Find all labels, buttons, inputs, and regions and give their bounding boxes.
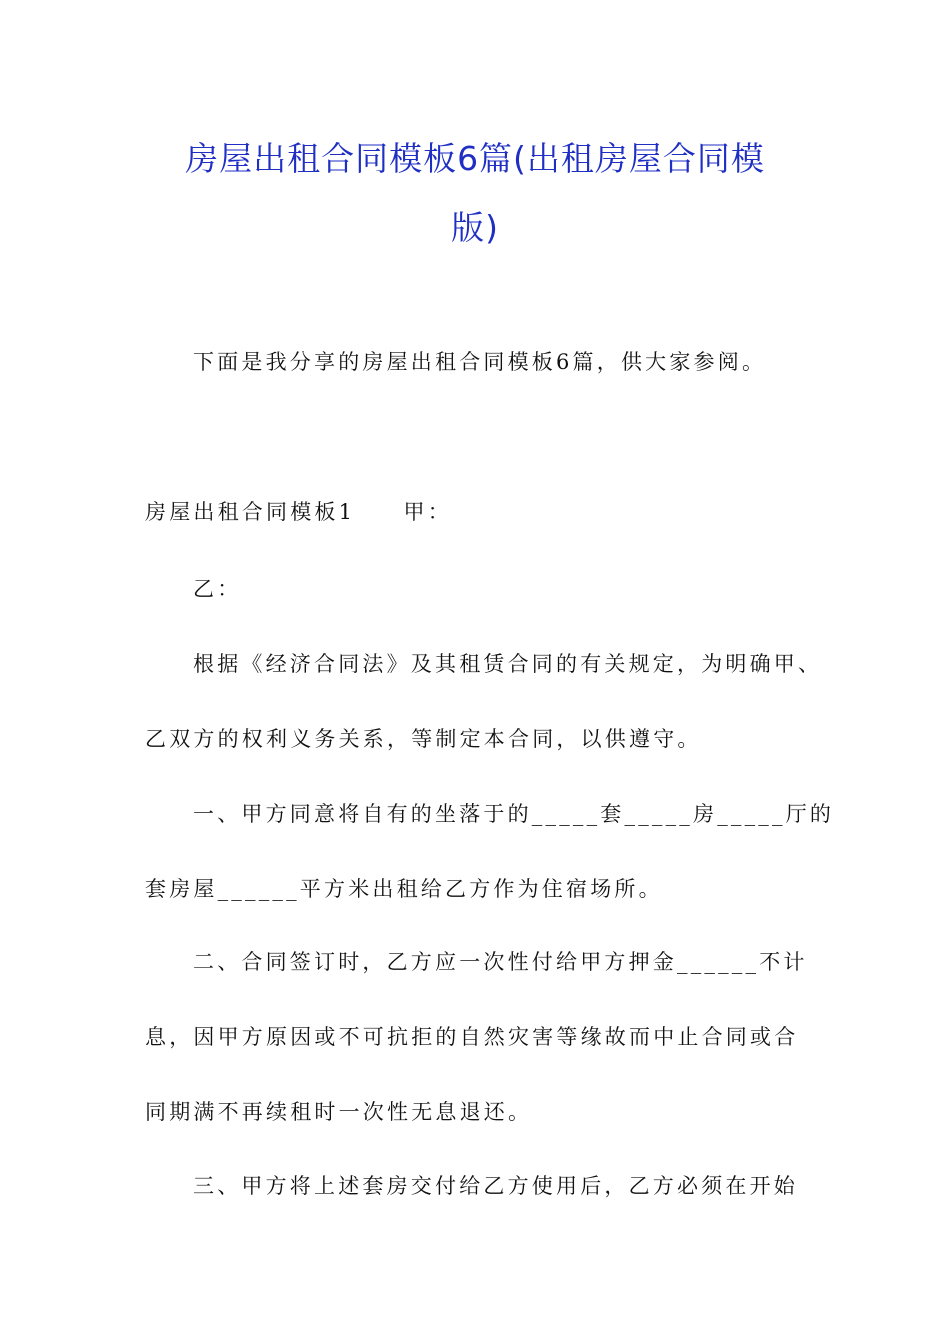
party-b-line: 乙： [193,577,242,601]
body-line: 息，因甲方原因或不可抗拒的自然灾害等缘故而中止合同或合 [145,1025,799,1049]
body-line: 根据《经济合同法》及其租赁合同的有关规定，为明确甲、 [193,652,823,676]
intro-paragraph: 下面是我分享的房屋出租合同模板6篇，供大家参阅。 [193,350,767,374]
body-line: 乙双方的权利义务关系，等制定本合同，以供遵守。 [145,727,702,751]
section-heading-template-1: 房屋出租合同模板1 甲： [145,500,452,524]
body-line: 套房屋______平方米出租给乙方作为住宿场所。 [145,877,663,901]
document-title-line-2: 版) [451,208,499,247]
body-line: 三、甲方将上述套房交付给乙方使用后，乙方必须在开始 [193,1174,798,1198]
body-line: 同期满不再续租时一次性无息退还。 [145,1100,533,1124]
body-line: 一、甲方同意将自有的坐落于的_____套_____房_____厅的 [193,802,835,826]
body-line: 二、合同签订时，乙方应一次性付给甲方押金______不计 [193,950,808,974]
document-title-line-1: 房屋出租合同模板6篇(出租房屋合同模 [185,139,765,178]
